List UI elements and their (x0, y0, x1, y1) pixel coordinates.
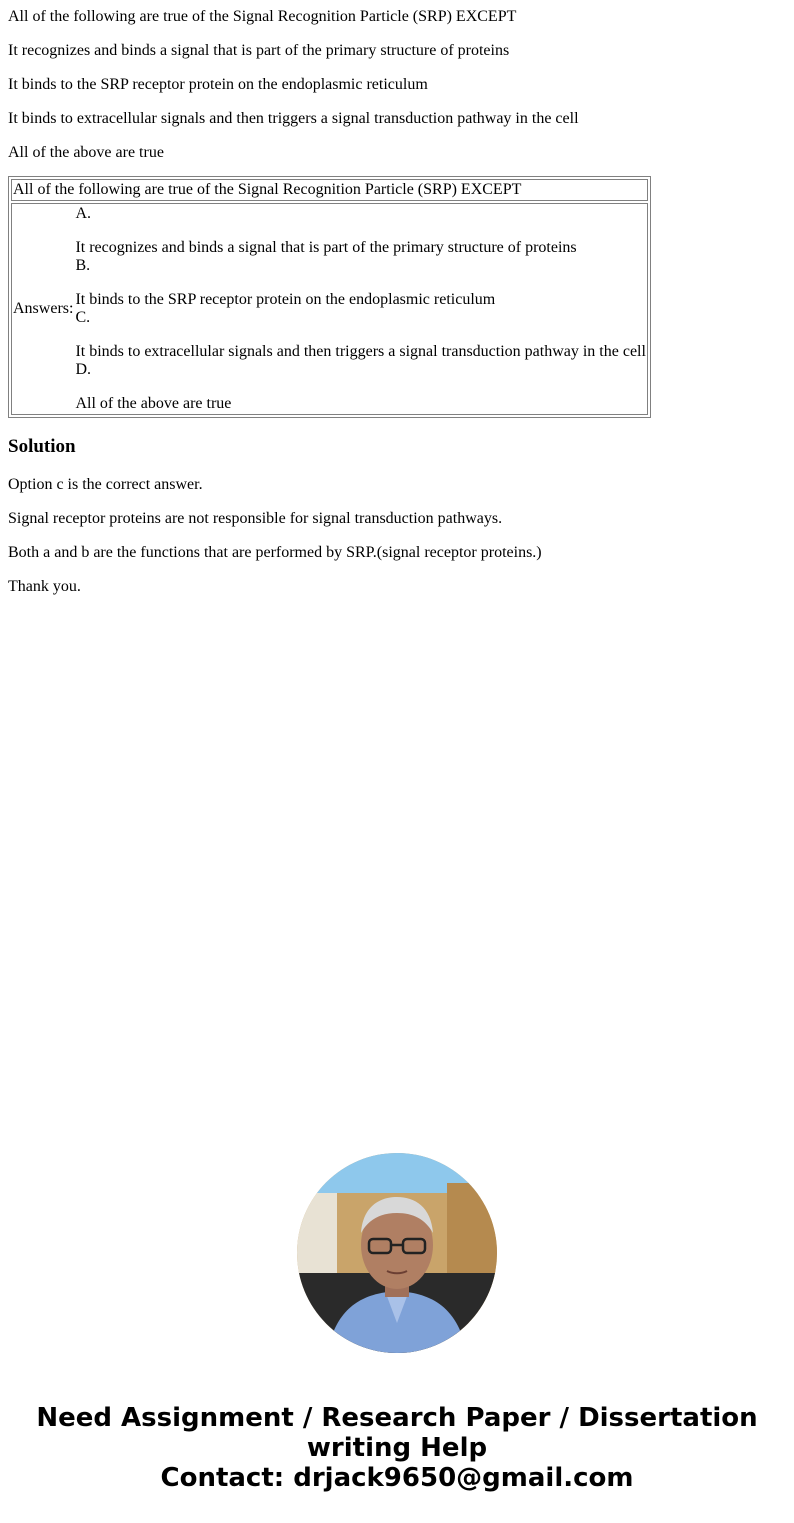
promo-banner (0, 1403, 794, 1493)
answer-text-b: It binds to the SRP receptor protein on the endoplasmic reticulum (75, 291, 496, 308)
answers-label: Answers: (13, 300, 74, 317)
avatar (297, 1153, 497, 1353)
answer-a[interactable] (75, 205, 646, 257)
answer-letter-b: B. (75, 257, 91, 274)
banner-contact: Contact: drjack9650@gmail.com (160, 1463, 634, 1493)
answer-letter-a: A. (75, 205, 91, 222)
answers-cell (11, 203, 648, 415)
solution-line-1: Option c is the correct answer. (8, 476, 203, 493)
question-option-c: It binds to extracellular signals and then triggers a signal transduction pathway in the cell (8, 110, 579, 127)
answers-list (13, 205, 646, 413)
answer-text-d: All of the above are true (75, 395, 232, 412)
solution-line-4: Thank you. (8, 578, 81, 595)
solution-line-3: Both a and b are the functions that are performed by SRP.(signal receptor proteins.) (8, 544, 542, 561)
answer-letter-d: D. (75, 361, 91, 378)
answer-d[interactable] (75, 361, 646, 413)
page-content (8, 0, 788, 612)
question-table (8, 176, 651, 418)
banner-line-1: Need Assignment / Research Paper / Dissertation (36, 1403, 758, 1433)
answer-text-a: It recognizes and binds a signal that is part of the primary structure of proteins (75, 239, 577, 256)
question-option-b: It binds to the SRP receptor protein on the endoplasmic reticulum (8, 76, 428, 93)
solution-line-2: Signal receptor proteins are not responsible for signal transduction pathways. (8, 510, 503, 527)
question-option-d: All of the above are true (8, 144, 164, 161)
solution-heading: Solution (8, 436, 76, 457)
question-title: All of the following are true of the Signal Recognition Particle (SRP) EXCEPT (8, 8, 517, 25)
answer-b[interactable] (75, 257, 646, 309)
answer-letter-c: C. (75, 309, 91, 326)
table-header: All of the following are true of the Signal Recognition Particle (SRP) EXCEPT (11, 179, 648, 201)
banner-line-2: writing Help (306, 1433, 488, 1463)
answer-text-c: It binds to extracellular signals and then triggers a signal transduction pathway in the cell (75, 343, 646, 360)
question-option-a: It recognizes and binds a signal that is part of the primary structure of proteins (8, 42, 510, 59)
person-photo-icon (297, 1153, 497, 1353)
answer-c[interactable] (75, 309, 646, 361)
